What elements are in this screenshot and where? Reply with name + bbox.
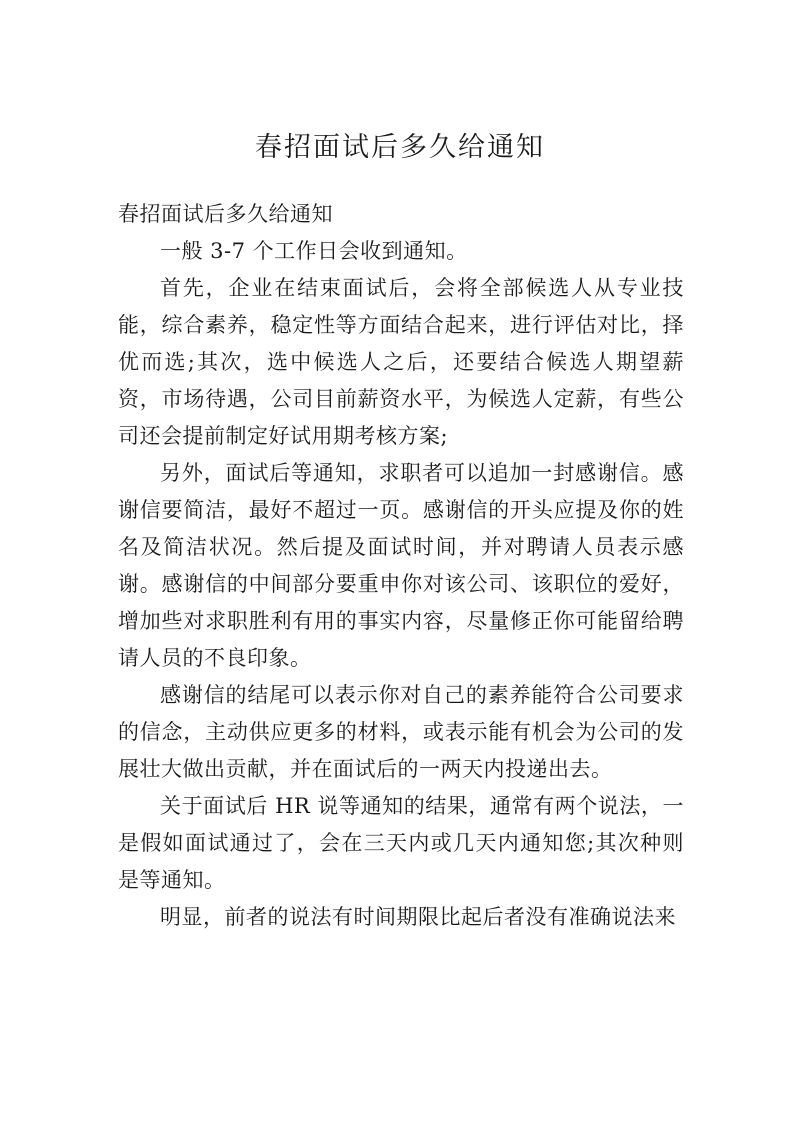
document-subtitle: 春招面试后多久给通知 [118,202,333,226]
paragraph-3: 另外，面试后等通知，求职者可以追加一封感谢信。感谢信要简洁，最好不超过一页。感谢信的开头应提及你的姓名及简洁状况。然后提及面试时间，并对聘请人员表示感谢。感谢信的中间部分要重申你对该公司、该职位的爱好，增加些对求职胜利有用的事实内容，尽量修正你可能留给聘请人员的不良印象。 [118,461,684,670]
paragraph-5: 关于面试后 HR 说等通知的结果，通常有两个说法，一是假如面试通过了，会在三天内或几天内通知您;其次种则是等通知。 [118,794,684,892]
document-title: 春招面试后多久给通知 [255,132,545,163]
paragraph-6: 明显，前者的说法有时间期限比起后者没有准确说法来 [160,905,676,929]
paragraph-2: 首先，企业在结束面试后，会将全部候选人从专业技能，综合素养，稳定性等方面结合起来，进行评估对比，择优而选;其次，选中候选人之后，还要结合候选人期望薪资，市场待遇，公司目前薪资水平，为候选人定薪，有些公司还会提前制定好试用期考核方案; [118,276,684,448]
paragraph-1: 一般 3-7 个工作日会收到通知。 [160,239,468,263]
paragraph-4: 感谢信的结尾可以表示你对自己的素养能符合公司要求的信念，主动供应更多的材料，或表示能有机会为公司的发展壮大做出贡献，并在面试后的一两天内投递出去。 [118,683,684,781]
document-body [118,196,684,936]
